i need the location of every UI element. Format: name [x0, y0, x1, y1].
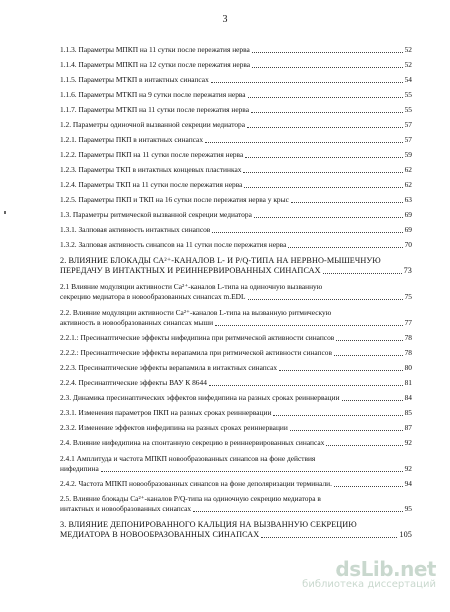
- toc-page-number: 87: [404, 423, 412, 432]
- toc-entry-text: 1.2.4. Параметры ТКП на 11 сутки после пережатия нерва: [60, 180, 243, 189]
- toc-entry-text: МЕДИАТОРА В НОВООБРАЗОВАННЫХ СИНАПСАХ: [60, 530, 260, 539]
- toc-entry[interactable]: [60, 60, 412, 70]
- dot-leader: [245, 157, 402, 158]
- toc-page-number: 63: [404, 195, 412, 204]
- page-number: 3: [222, 14, 228, 25]
- dot-leader: [326, 445, 402, 446]
- toc-page-number: 80: [404, 363, 412, 372]
- toc-entry-text: нифедипина: [60, 464, 99, 473]
- toc-entry[interactable]: [60, 479, 412, 489]
- toc-entry-text: 2.2.4. Пресинаптические эффекты ВАУ К 8644: [60, 378, 207, 387]
- toc-entry-text: 2.3. Динамика пресинаптических эффектов нифедипина на разных сроках реиннервации: [60, 393, 340, 402]
- dot-leader: [209, 385, 403, 386]
- toc-entry-text: 2.3.1. Изменения параметров ПКП на разных сроках реиннервации: [60, 408, 272, 417]
- margin-mark: [4, 211, 6, 214]
- toc-entry-text: активность в новообразованных синапсах мыши: [60, 318, 214, 327]
- toc-entry-text: 2.1 Влияние модуляции активности Ca²⁺-каналов L-типа на одиночную вызванную: [60, 282, 323, 291]
- toc-page-number: 57: [404, 120, 412, 129]
- watermark-logo: dsLib.net: [335, 557, 436, 581]
- toc-entry-text: 1.1.7. Параметры МТКП на 11 сутки после пережатия нерва: [60, 105, 249, 114]
- toc-entry[interactable]: [60, 454, 412, 474]
- dot-leader: [101, 471, 403, 472]
- toc-entry-text: 2. ВЛИЯНИЕ БЛОКАДЫ СА²⁺-КАНАЛОВ L- И P/Q-ТИПА НА НЕРВНО-МЫШЕЧНУЮ: [60, 256, 381, 265]
- toc-entry[interactable]: [60, 240, 412, 250]
- toc-entry[interactable]: [60, 393, 412, 403]
- dot-leader: [251, 112, 403, 113]
- toc-entry-text: 1.2.2. Параметры ПКП на 11 сутки после пережатия нерва: [60, 150, 244, 159]
- toc-page-number: 75: [404, 292, 412, 301]
- toc-page-number: 62: [404, 165, 412, 174]
- toc-entry-text: 2.4.1 Амплитуда и частота МПКП новообразованных синапсов на фоне действия: [60, 454, 316, 463]
- toc-page-number: 55: [404, 90, 412, 99]
- toc-entry-text: 2.2.1.: Пресинаптические эффекты нифедипина при ритмической активности синапсов: [60, 333, 335, 342]
- dot-leader: [323, 273, 402, 274]
- dot-leader: [254, 217, 403, 218]
- toc-page-number: 70: [404, 240, 412, 249]
- toc-entry[interactable]: [60, 105, 412, 115]
- toc-page-number: 85: [404, 408, 412, 417]
- toc-entry[interactable]: [60, 256, 412, 276]
- toc-entry[interactable]: [60, 45, 412, 55]
- toc-entry-text: 2.4.2. Частота МПКП новообразованных синапсов на фоне деполяризации терминали.: [60, 479, 332, 488]
- toc-entry[interactable]: [60, 520, 412, 540]
- toc-entry[interactable]: [60, 225, 412, 235]
- toc-entry-text: 3. ВЛИЯНИЕ ДЕПОНИРОВАННОГО КАЛЬЦИЯ НА ВЫЗВАННУЮ СЕКРЕЦИЮ: [60, 520, 357, 529]
- toc-page-number: 92: [404, 464, 412, 473]
- dot-leader: [215, 325, 403, 326]
- toc-entry-text: 1.1.5. Параметры МТКП в интактных синапсах: [60, 75, 209, 84]
- dot-leader: [261, 537, 397, 538]
- toc-entry-text: 2.3.2. Изменение эффектов нифедипина на разных сроках реиннервации: [60, 423, 288, 432]
- toc-entry[interactable]: [60, 282, 412, 302]
- toc-entry[interactable]: [60, 494, 412, 514]
- toc-entry[interactable]: [60, 180, 412, 190]
- toc-page-number: 78: [404, 348, 412, 357]
- toc-page-number: 84: [404, 393, 412, 402]
- dot-leader: [244, 187, 402, 188]
- toc-entry-text: 1.2.3. Параметры ТКП в интактных концевых пластинках: [60, 165, 242, 174]
- watermark-subtitle: библиотека диссертаций: [302, 579, 436, 590]
- toc-entry-text: 1.2.5. Параметры ПКП и ТКП на 16 сутки после пережатия нерва у крыс: [60, 195, 289, 204]
- dot-leader: [334, 355, 403, 356]
- toc-entry-text: 2.5. Влияние блокады Ca²⁺-каналов P/Q-типа на одиночную секрецию медиатора в: [60, 494, 321, 503]
- toc-entry[interactable]: [60, 150, 412, 160]
- toc-page-number: 55: [404, 105, 412, 114]
- toc-page-number: 81: [404, 378, 412, 387]
- toc-page-number: 62: [404, 180, 412, 189]
- dot-leader: [248, 299, 403, 300]
- toc-page-number: 105: [399, 530, 412, 539]
- toc-entry-text: ПЕРЕДАЧУ В ИНТАКТНЫХ И РЕИННЕРВИРОВАННЫХ СИНАПСАХ: [60, 266, 321, 275]
- dot-leader: [252, 67, 403, 68]
- dot-leader: [291, 202, 403, 203]
- toc-page-number: 92: [404, 438, 412, 447]
- dot-leader: [205, 142, 403, 143]
- toc-entry[interactable]: [60, 363, 412, 373]
- toc-entry[interactable]: [60, 75, 412, 85]
- toc-entry[interactable]: [60, 165, 412, 175]
- toc-page-number: 69: [404, 210, 412, 219]
- dot-leader: [193, 511, 403, 512]
- toc-entry[interactable]: [60, 408, 412, 418]
- toc-entry[interactable]: [60, 135, 412, 145]
- toc-page-number: 94: [404, 479, 412, 488]
- toc-page-number: 73: [403, 266, 412, 275]
- toc-page-number: 52: [404, 60, 412, 69]
- toc-page-number: 78: [404, 333, 412, 342]
- dot-leader: [279, 370, 403, 371]
- toc-entry-text: 1.2. Параметры одиночной вызванной секреции медиатора: [60, 120, 245, 129]
- toc-entry[interactable]: [60, 333, 412, 343]
- toc-entry-text: 2.2.2.: Пресинаптические эффекты верапамила при ритмической активности синапсов: [60, 348, 332, 357]
- dot-leader: [288, 247, 402, 248]
- toc-entry-text: 1.1.4. Параметры МПКП на 12 сутки после пережатия нерва: [60, 60, 251, 69]
- toc-entry-text: интактных и новообразованных синапсах: [60, 504, 192, 513]
- toc-page-number: 57: [404, 135, 412, 144]
- toc-entry[interactable]: [60, 90, 412, 100]
- watermark: [302, 557, 436, 590]
- toc-entry[interactable]: [60, 348, 412, 358]
- toc-entry[interactable]: [60, 120, 412, 130]
- toc-page-number: 77: [404, 318, 412, 327]
- dot-leader: [334, 486, 403, 487]
- toc-entry[interactable]: [60, 308, 412, 328]
- toc-entry[interactable]: [60, 378, 412, 388]
- toc-entry-text: 2.2.3. Пресинаптические эффекты верапамила в интактных синапсах: [60, 363, 278, 372]
- dot-leader: [248, 97, 403, 98]
- toc-page-number: 59: [404, 150, 412, 159]
- dot-leader: [336, 340, 402, 341]
- toc-page-number: 69: [404, 225, 412, 234]
- toc-entry[interactable]: [60, 210, 412, 220]
- toc-entry-text: 2.2. Влияние модуляции активности Ca²⁺-каналов L-типа на вызванную ритмическую: [60, 308, 332, 317]
- toc-entry[interactable]: [60, 423, 412, 433]
- toc-page-number: 95: [404, 504, 412, 513]
- toc-entry-text: 1.3. Параметры ритмической вызванной секреции медиатора: [60, 210, 252, 219]
- toc-page-number: 52: [404, 45, 412, 54]
- dot-leader: [211, 82, 403, 83]
- dot-leader: [290, 430, 403, 431]
- dot-leader: [212, 232, 402, 233]
- dot-leader: [273, 415, 402, 416]
- toc-entry-text: 2.4. Влияние нифедипина на спонтанную секрецию в реиннервированных синапсах: [60, 438, 325, 447]
- toc-entry-text: 1.3.1. Залповая активность интактных синапсов: [60, 225, 211, 234]
- toc-entry-text: 1.2.1. Параметры ПКП в интактных синапсах: [60, 135, 204, 144]
- toc-entry[interactable]: [60, 195, 412, 205]
- toc-entry[interactable]: [60, 438, 412, 448]
- table-of-contents: [60, 40, 412, 540]
- toc-entry-text: 1.1.3. Параметры МПКП на 11 сутки после пережатия нерва: [60, 45, 250, 54]
- toc-entry-text: секрецию медиатора в новообразованных синапсах m.EDL: [60, 292, 246, 301]
- dot-leader: [252, 52, 403, 53]
- toc-entry-text: 1.3.2. Залповая активность синапсов на 11 сутки после пережатия нерва: [60, 240, 287, 249]
- dot-leader: [243, 172, 402, 173]
- toc-entry-text: 1.1.6. Параметры МТКП на 9 сутки после пережатия нерва: [60, 90, 246, 99]
- dot-leader: [247, 127, 403, 128]
- toc-page-number: 54: [404, 75, 412, 84]
- dot-leader: [342, 400, 403, 401]
